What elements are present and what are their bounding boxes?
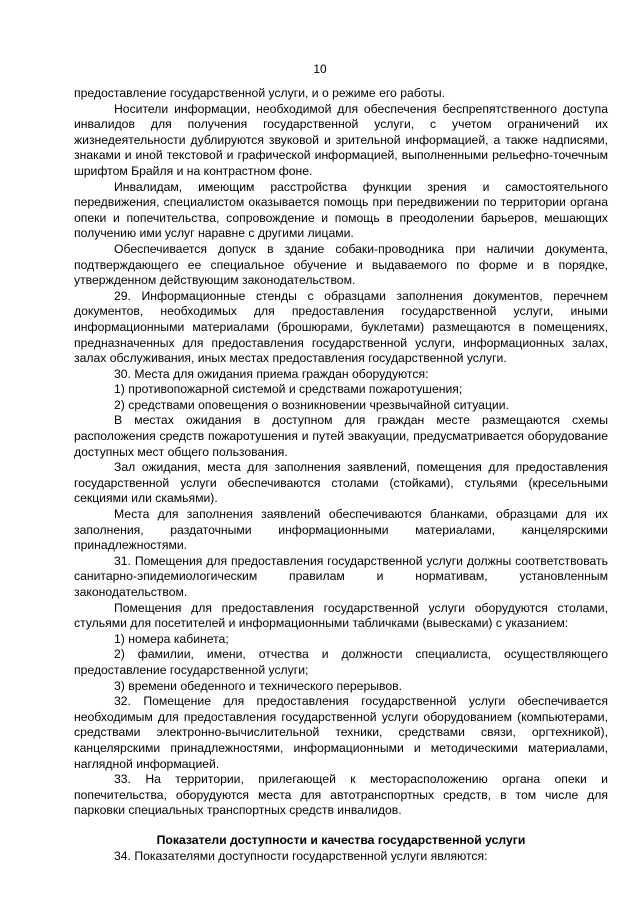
paragraph: 30. Места для ожидания приема граждан оборудуются: <box>114 366 429 381</box>
paragraph: 33. На территории, прилегающей к месторасположению органа опеки и попечительства, оборудуются места для автотранспортных средств, в том числе для парковки специальных транспортных средств инвалидов. <box>74 772 608 818</box>
section-heading: Показатели доступности и качества государственной услуги <box>156 832 526 847</box>
paragraph: Зал ожидания, места для заполнения заявлений, помещения для предоставления государственной услуги обеспечиваются столами (стойками), стульями (кресельными секциями или скамьями). <box>74 460 608 506</box>
list-item: 1) противопожарной системой и средствами пожаротушения; <box>114 382 463 397</box>
paragraph: Обеспечивается допуск в здание собаки-проводника при наличии документа, подтверждающего ее специальное обучение и выдаваемого по форме и в порядке, утвержденном действующим законодательством. <box>74 241 608 288</box>
list-item: 2) фамилии, имени, отчества и должности специалиста, осуществляющего предоставление государственной услуги; <box>74 647 608 677</box>
list-item: 2) средствами оповещения о возникновении чрезвычайной ситуации. <box>114 397 509 412</box>
paragraph: Носители информации, необходимой для обеспечения беспрепятственного доступа инвалидов для получения государственной услуги, с учетом ограничений их жизнедеятельности дублируются звуковой и зрительной информацией, а также надписями, знаками и иной текстовой и графической информацией, выполненными рельефно-точечным шрифтом Брайля и на контрастном фоне. <box>74 101 608 178</box>
paragraph: 34. Показателями доступности государственной услуги являются: <box>114 848 488 863</box>
paragraph: предоставление государственной услуги, и о режиме его работы. <box>74 86 445 100</box>
paragraph: 29. Информационные стенды с образцами заполнения документов, перечнем документов, необходимых для предоставления государственной услуги, иными информационными материалами (брошюрами, буклетами) размещаются в помещениях, предназначенных для предоставления государственной услуги, информационных залах, залах обслуживания, иных местах предоставления государственной услуги. <box>74 288 608 366</box>
paragraph: Инвалидам, имеющим расстройства функции зрения и самостоятельного передвижения, специалистом оказывается помощь при передвижении по территории органа опеки и попечительства, сопровождение и помощь в преодолении барьеров, мешающих получению ими услуг наравне с другими лицами. <box>74 179 608 241</box>
paragraph: Помещения для предоставления государственной услуги оборудуются столами, стульями для посетителей и информационными табличками (вывесками) с указанием: <box>74 600 608 631</box>
paragraph: 31. Помещения для предоставления государственной услуги должны соответствовать санитарно-эпидемиологическим правилам и нормативам, установленным законодательством. <box>74 553 608 599</box>
paragraph: В местах ожидания в доступном для граждан месте размещаются схемы расположения средств пожаротушения и путей эвакуации, предусматривается оборудование доступных мест общего пользования. <box>74 413 608 459</box>
paragraph: Места для заполнения заявлений обеспечиваются бланками, образцами для их заполнения, раздаточными информационными материалами, канцелярскими принадлежностями. <box>74 507 608 553</box>
paragraph: 32. Помещение для предоставления государственной услуги обеспечивается необходимым для предоставления государственной услуги оборудованием (компьютерами, средствами электронно-вычислительной техники, средствами связи, оргтехникой), канцелярскими принадлежностями, информационными и методическими материалами, наглядной информацией. <box>74 694 608 771</box>
list-item: 3) времени обеденного и технического перерывов. <box>114 678 402 693</box>
list-item: 1) номера кабинета; <box>114 631 229 646</box>
page-number: 10 <box>313 62 327 76</box>
document-body <box>74 86 608 864</box>
